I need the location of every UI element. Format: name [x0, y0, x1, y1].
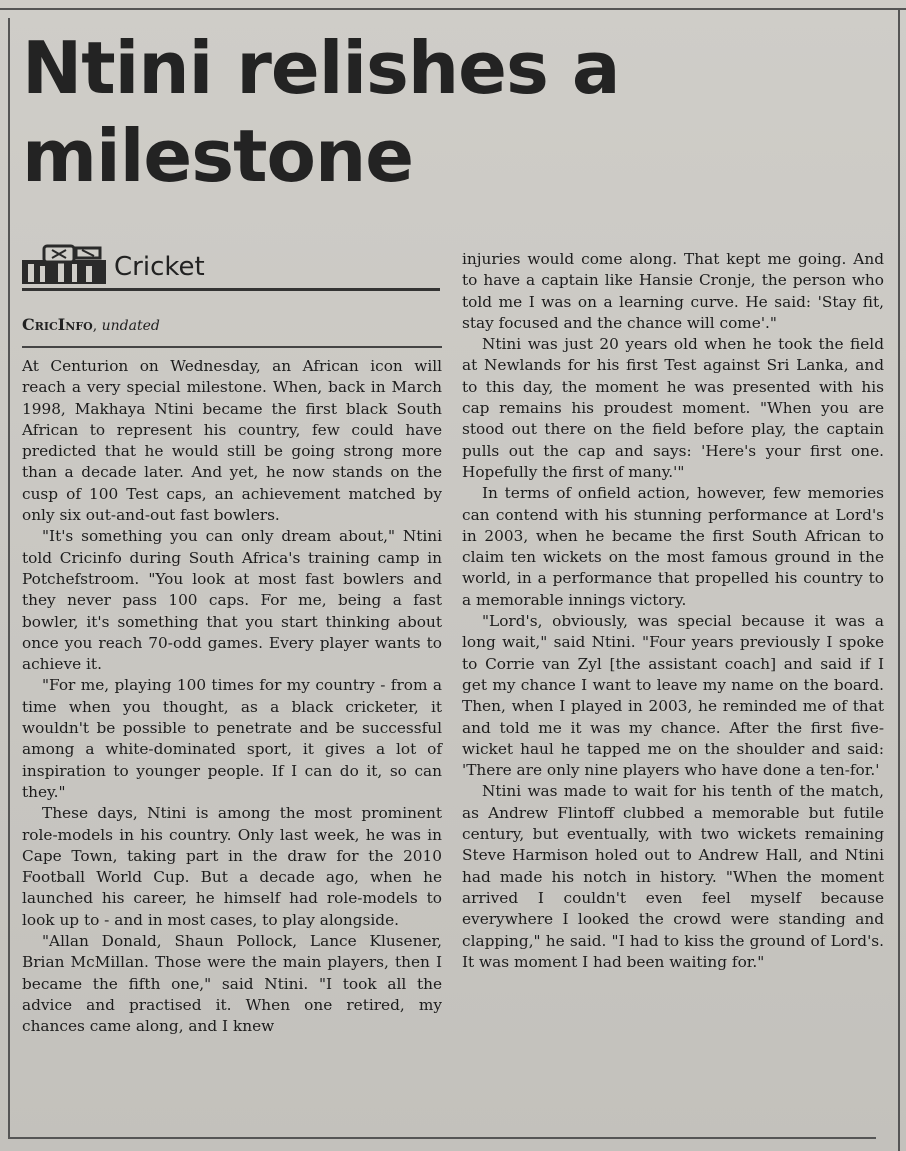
byline-date: undated [101, 318, 160, 334]
section-logo [22, 244, 442, 292]
byline: CricInfo, undated [22, 315, 160, 334]
article-paragraph: These days, Ntini is among the most prominent role-models in his country. Only last week, he was in Cape Town, taking part in the draw for the 2010 Football World Cup. But a decade ago, when he launched his career, he himself had role-models to look up to - and in most cases, to play alongside. [22, 804, 442, 929]
article-column-left [22, 356, 442, 1038]
article-paragraph: At Centurion on Wednesday, an African icon will reach a very special milestone. When, back in March 1998, Makhaya Ntini became the first black South African to represent his country, few could have predicted that he would still be going strong more than a decade later. And yet, he now stands on the cusp of 100 Test caps, an achievement matched by only six out-and-out fast bowlers. [22, 357, 442, 525]
byline-source: CricInfo [22, 315, 93, 334]
byline-rule [22, 346, 442, 348]
article-column-right [462, 249, 884, 973]
section-rule [22, 288, 440, 291]
right-rule [898, 10, 900, 1151]
article-paragraph: In terms of onfield action, however, few memories can contend with his stunning performance at Lord's in 2003, when he became the first South African to claim ten wickets on the most famous ground in the world, in a performance that propelled his country to a memorable innings victory. [462, 484, 884, 609]
article-paragraph: "Allan Donald, Shaun Pollock, Lance Klusener, Brian McMillan. Those were the main players, then I became the fifth one," said Ntini. "I took all the advice and practised it. When one retired, my chances came along, and I knew [22, 932, 442, 1036]
article-paragraph: injuries would come along. That kept me going. And to have a captain like Hansie Cronje, the person who told me I was on a learning curve. He said: 'Stay fit, stay focused and the chance will come'." [462, 250, 884, 332]
article-paragraph: "It's something you can only dream about," Ntini told Cricinfo during South Africa's training camp in Potchefstroom. "You look at most fast bowlers and they never pass 100 caps. For me, being a fast bowler, it's something that you start thinking about once you reach 70-odd games. Every player wants to achieve it. [22, 527, 442, 674]
cricket-logo-icon [22, 244, 110, 286]
section-label: Cricket [114, 252, 205, 282]
article-paragraph: "Lord's, obviously, was special because it was a long wait," said Ntini. "Four years previously I spoke to Corrie van Zyl [the assistant coach] and said if I get my chance I want to leave my name on the board. Then, when I played in 2003, he reminded me of that and told me it was my chance. After the first five-wicket haul he tapped me on the shoulder and said: 'There are only nine players who have done a ten-for.' [462, 612, 884, 780]
top-rule [0, 8, 906, 10]
article-paragraph: Ntini was just 20 years old when he took the field at Newlands for his first Test against Sri Lanka, and to this day, the moment he was presented with his cap remains his proudest moment. "When you are stood out there on the field before play, the captain pulls out the cap and says: 'Here's your first one. Hopefully the first of many.'" [462, 335, 884, 481]
headline: Ntini relishes a milestone [22, 26, 620, 198]
left-rule [8, 18, 10, 1137]
bottom-rule [8, 1137, 876, 1139]
article-paragraph: Ntini was made to wait for his tenth of the match, as Andrew Flintoff clubbed a memorable but futile century, but eventually, with two wickets remaining Steve Harmison holed out to Andrew Hall, and Ntini had made his notch in history. "When the moment arrived I couldn't even feel myself because everywhere I looked the crowd were standing and clapping," he said. "I had to kiss the ground of Lord's. It was moment I had been waiting for." [462, 782, 884, 971]
article-paragraph: "For me, playing 100 times for my country - from a time when you thought, as a black cricketer, it wouldn't be possible to penetrate and be successful among a white-dominated sport, it gives a lot of inspiration to younger people. If I can do it, so can they." [22, 676, 442, 801]
